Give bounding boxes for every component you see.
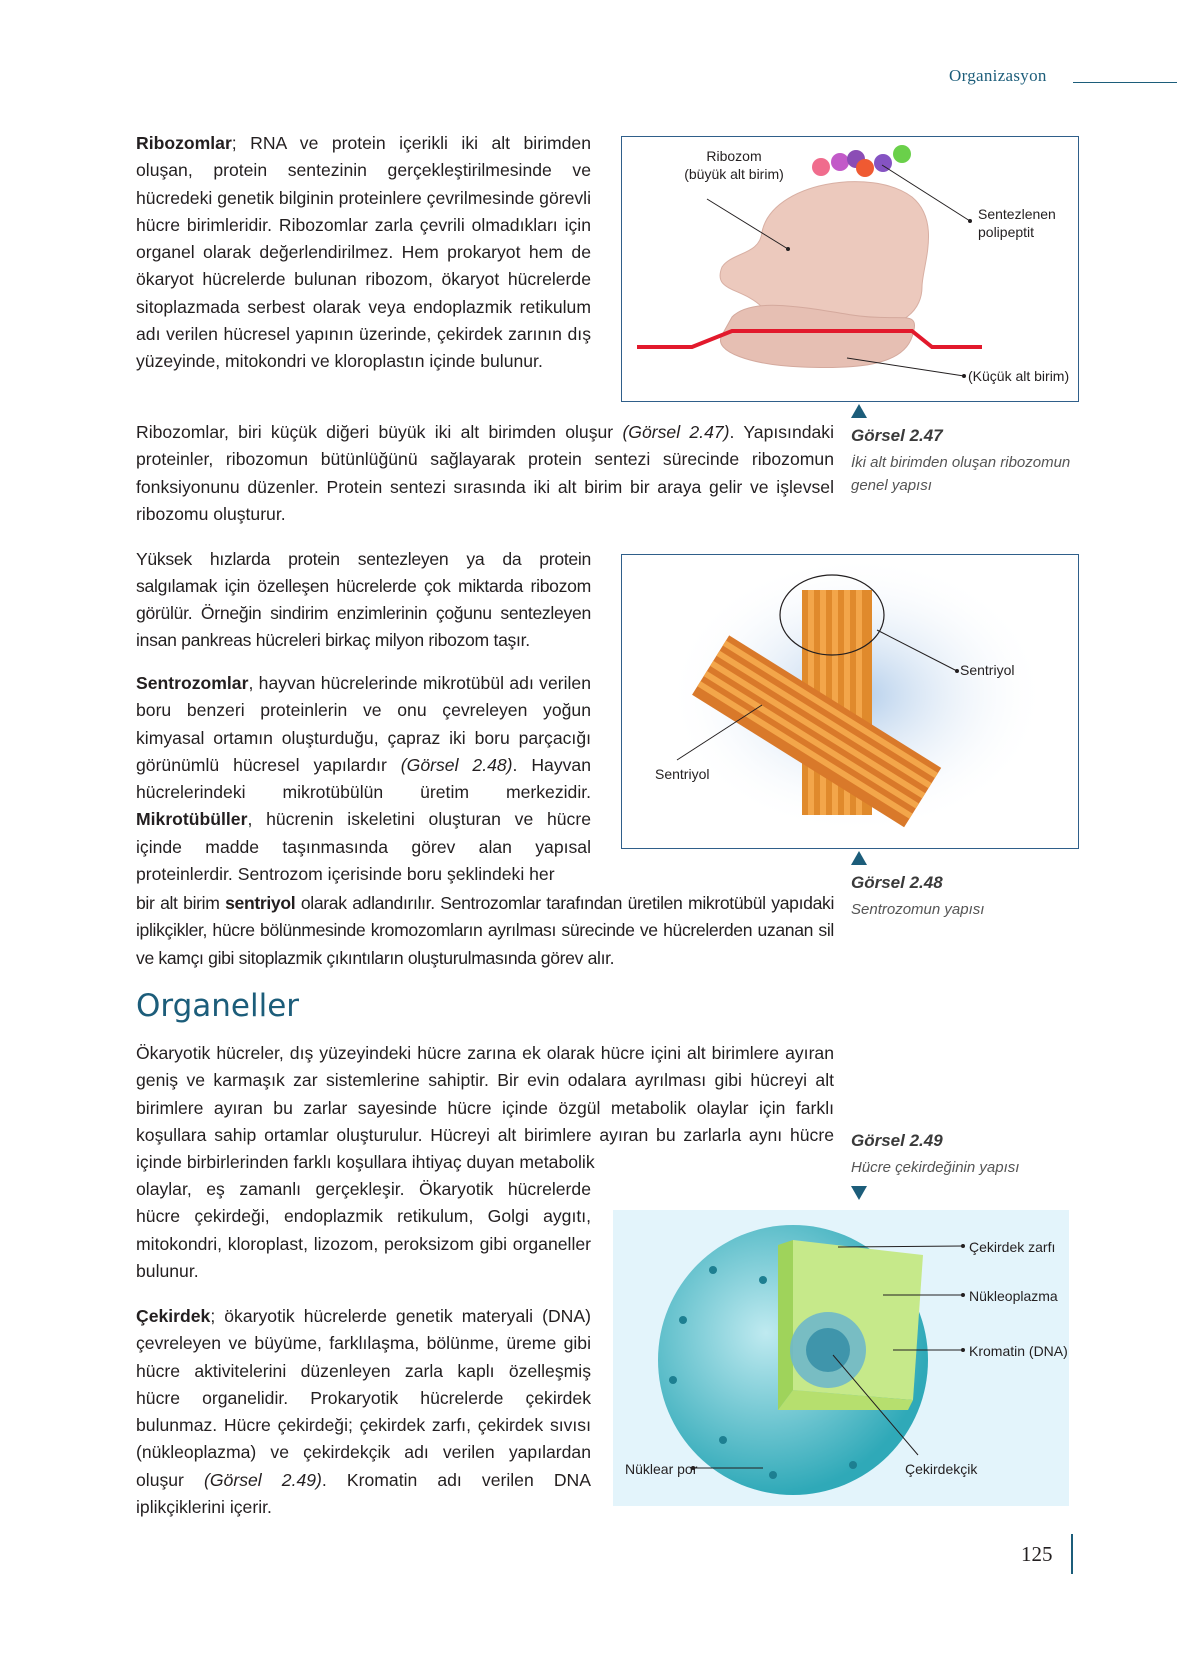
text: . Kromatin adı verilen DNA iplikçiklerini içerir. <box>136 1469 591 1518</box>
paragraph-organeller-cont <box>136 1176 591 1285</box>
label-sentriyol-right: Sentriyol <box>960 662 1015 678</box>
running-header: Organizasyon <box>949 66 1047 85</box>
text: Yüksek hızlarda protein sentezleyen ya da protein salgılamak için özelleşen hücrelerde çok miktarda ribozom görülür. Örneğin sindirim enzimlerinin çoğunu sentezleyen insan pankreas hücreleri birkaç milyon ribozom taşır. <box>136 549 591 650</box>
label-nukleoplazma: Nükleoplazma <box>969 1288 1058 1304</box>
header-rule <box>1073 82 1177 83</box>
figure-nucleus <box>613 1210 1069 1506</box>
label-line: Ribozom <box>706 148 762 164</box>
section-title: Organeller <box>136 988 300 1024</box>
term-sentriyol: sentriyol <box>225 893 296 913</box>
label-sentriyol-left: Sentriyol <box>655 766 710 782</box>
label-line: polipeptit <box>978 224 1035 240</box>
label-line: (büyük alt birim) <box>684 166 784 182</box>
text: . Yapısındaki proteinler, ribozomun bütünlüğünü sağlayarak protein sentezi sürecinde ribozomun fonksiyonunu düzenler. Protein sentezi sırasında iki alt birim bir araya gelir ve işlevsel ribozomu oluşturur. <box>136 422 835 524</box>
figure-ref: (Görsel 2.47) <box>622 422 730 442</box>
term-sentrozomlar: Sentrozomlar <box>136 673 249 693</box>
label-ribozom <box>679 147 789 183</box>
paragraph-cekirdek <box>136 1303 591 1521</box>
text: olaylar, eş zamanlı gerçekleşir. Ökaryotik hücrelerde hücre çekirdeği, endoplazmik retikulum, Golgi aygıtı, mitokondri, kloroplast, lizozom, peroksizom gibi organeller bulunur. <box>136 1179 591 1281</box>
label-kromatin: Kromatin (DNA) <box>969 1343 1068 1359</box>
caption-text-248: Sentrozomun yapısı <box>851 901 985 918</box>
label-kucuk-alt-birim: (Küçük alt birim) <box>968 368 1070 384</box>
page-number-rule <box>1071 1534 1073 1574</box>
term-ribozomlar: Ribozomlar <box>136 133 232 153</box>
caption-text-249: Hücre çekirdeğinin yapısı <box>851 1159 1020 1176</box>
caption-arrow-down-icon <box>851 1186 867 1200</box>
label-cekirdek-zarfi: Çekirdek zarfı <box>969 1239 1056 1255</box>
caption-title-249: Görsel 2.49 <box>851 1131 943 1150</box>
caption-title-248: Görsel 2.48 <box>851 873 943 892</box>
label-polipeptit <box>978 205 1056 241</box>
figure-ref: (Görsel 2.49) <box>204 1469 322 1490</box>
text: Ökaryotik hücreler, dış yüzeyindeki hücre zarına ek olarak hücre içini alt birimlere ayıran geniş ve karmaşık zar sistemlerine sahiptir. Bir evin odalara ayrılması gibi hücreyi alt birimlere ayıran bu zarlar sayesinde hücre içinde özgül metabolik olaylar için farklı koşullara sahip ortamlar oluşturulur. Hücreyi alt birimlere ayıran bu zarlarla aynı hücre içinde birbirlerinden farklı koşullara ihtiyaç duyan metabolik <box>136 1043 834 1173</box>
figure-ribosome <box>621 136 1079 402</box>
caption-text-247: İki alt birimden oluşan ribozomun genel yapısı <box>851 454 1071 494</box>
paragraph-organeller <box>136 1040 834 1176</box>
text: . Hayvan hücrelerindeki mikrotübülün üretim merkezidir. <box>136 754 591 803</box>
caption-arrow-up-icon <box>851 851 867 865</box>
paragraph-ribozom-alt-birim <box>136 419 834 528</box>
term-cekirdek: Çekirdek <box>136 1306 211 1326</box>
label-nuklear-por: Nüklear por <box>625 1461 698 1477</box>
paragraph-sentrozomlar <box>136 670 591 888</box>
text: Ribozomlar, biri küçük diğeri büyük iki alt birimden oluşur <box>136 422 623 442</box>
text: bir alt birim <box>136 893 226 913</box>
paragraph-pankreas <box>136 546 591 654</box>
figure-ref: (Görsel 2.48) <box>400 754 513 775</box>
centrosome-illustration <box>622 555 1078 848</box>
text: ; ökaryotik hücrelerde genetik materyali (DNA) çevreleyen ve büyüme, farklılaşma, bölünme, üreme gibi hücre aktivitelerini düzenleyen zarla kaplı özelleşmiş hücre organelidir. Prokaryotik hücrelerde çekirdek bulunmaz. Hücre çekirdeği; çekirdek zarfı, çekirdek sıvısı (nükleoplazma) ve çekirdekçik adı verilen yapılardan oluşur <box>136 1306 591 1490</box>
label-cekirdekcik: Çekirdekçik <box>905 1461 978 1477</box>
caption-title-247: Görsel 2.47 <box>851 426 943 445</box>
term-mikrotubuller: Mikrotübüller <box>136 809 248 830</box>
text: , hücrenin iskeletini oluşturan ve hücre içinde madde taşınmasında görev alan yapısal proteinlerdir. Sentrozom içerisinde boru şeklindeki her <box>136 809 591 885</box>
page-number: 125 <box>1021 1542 1053 1566</box>
text: , hayvan hücrelerinde mikrotübül adı verilen boru benzeri proteinlerin ve onu çevreleyen yoğun kimyasal ortamın oluşturduğu, çapraz iki boru parçacığı görünümlü hücresel yapılardır <box>136 673 591 775</box>
text: olarak adlandırılır. Sentrozomlar tarafından üretilen mikrotübül yapıdaki iplikçikler, hücre bölünmesinde kromozomların ayrılması sürecinde ve hücrelerden uzanan sil ve kamçı gibi sitoplazmik çıkıntıların oluşturulmasında görev alır. <box>136 893 835 968</box>
caption-arrow-up-icon <box>851 404 867 418</box>
paragraph-sentriyol <box>136 890 834 972</box>
label-line: Sentezlenen <box>978 206 1056 222</box>
text: ; RNA ve protein içerikli iki alt birimden oluşan, protein sentezinin gerçekleştirilmesinde ve hücredeki genetik bilginin proteinlere çevrilmesinde görevli hücre birimleridir. Ribozomlar zarla çevrili olmadıkları için organel olarak değerlendirilmez. Hem prokaryot hem de ökaryot hücrelerde bulunan ribozom, ökaryot hücrelerde sitoplazmada serbest olarak veya endoplazmik retikulum adı verilen hücresel yapının üzerinde, çekirdek zarının dış yüzeyinde, mitokondri ve kloroplastın içinde bulunur. <box>136 133 591 372</box>
figure-centrosome <box>621 554 1079 849</box>
paragraph-ribozomlar <box>136 130 591 376</box>
